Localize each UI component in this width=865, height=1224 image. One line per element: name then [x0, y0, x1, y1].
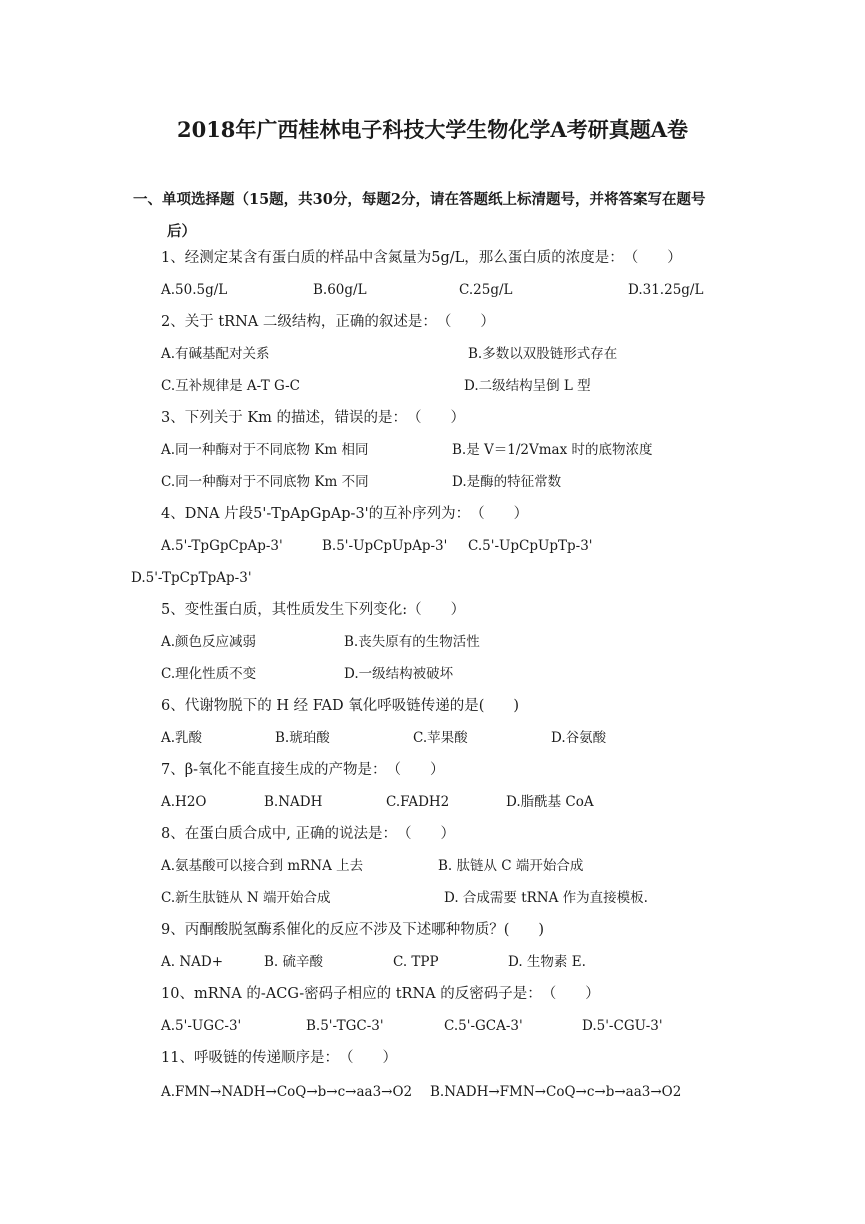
page-title: 2018年广西桂林电子科技大学生物化学A考研真题A卷 — [176, 117, 689, 142]
option: D.脂酰基 CoA — [506, 794, 594, 810]
option: C.25g/L — [459, 282, 513, 298]
option: A.50.5g/L — [161, 282, 228, 298]
option: A.H2O — [161, 794, 207, 810]
option: B.5'-UpCpUpAp-3' — [322, 538, 448, 554]
option: A.FMN→NADH→CoQ→b→c→aa3→O2 — [161, 1084, 413, 1100]
option: B.5'-TGC-3' — [306, 1018, 384, 1034]
question-stem: 8、在蛋白质合成中, 正确的说法是： （ ） — [161, 826, 455, 842]
option: B.丧失原有的生物活性 — [344, 634, 480, 650]
option: D.5'-TpCpTpAp-3' — [131, 570, 252, 586]
option: A.乳酸 — [161, 730, 203, 746]
option: B.NADH→FMN→CoQ→c→b→aa3→O2 — [430, 1084, 682, 1100]
option: A.5'-TpGpCpAp-3' — [161, 538, 283, 554]
option: A.颜色反应减弱 — [161, 634, 257, 650]
option: B.是 V＝1/2Vmax 时的底物浓度 — [452, 442, 653, 458]
option: A.氨基酸可以接合到 mRNA 上去 — [161, 858, 364, 874]
option: D.二级结构呈倒 L 型 — [464, 378, 591, 394]
option: D.31.25g/L — [628, 282, 704, 298]
option: D. 合成需要 tRNA 作为直接模板. — [444, 890, 648, 906]
option: B.琥珀酸 — [275, 730, 330, 746]
option: C. TPP — [393, 954, 439, 970]
option: B. 肽链从 C 端开始合成 — [438, 858, 584, 874]
option: C.同一种酶对于不同底物 Km 不同 — [161, 474, 369, 490]
question-stem: 4、DNA 片段5'-TpApGpAp-3'的互补序列为： （ ） — [161, 506, 529, 522]
section-heading-line2: 后） — [167, 223, 196, 240]
option: B.60g/L — [313, 282, 367, 298]
option: A. NAD+ — [161, 954, 224, 970]
option: A.同一种酶对于不同底物 Km 相同 — [161, 442, 369, 458]
option: C.苹果酸 — [413, 730, 468, 746]
option: B.NADH — [264, 794, 323, 810]
section-heading — [133, 184, 733, 248]
option: B. 硫辛酸 — [264, 954, 324, 970]
option: D.5'-CGU-3' — [582, 1018, 663, 1034]
option: D.一级结构被破坏 — [344, 666, 454, 682]
question-stem: 5、变性蛋白质，其性质发生下列变化:（ ） — [161, 602, 466, 618]
option: A.有碱基配对关系 — [161, 346, 270, 362]
option: D.是酶的特征常数 — [452, 474, 562, 490]
option: C.5'-GCA-3' — [444, 1018, 523, 1034]
option: C.理化性质不变 — [161, 666, 257, 682]
section-heading-line1: 一、单项选择题（15题，共30分，每题2分，请在答题纸上标清题号，并将答案写在题号 — [133, 191, 706, 208]
question-stem: 6、代谢物脱下的 H 经 FAD 氧化呼吸链传递的是( ) — [161, 698, 520, 714]
question-stem: 10、mRNA 的-ACG-密码子相应的 tRNA 的反密码子是： （ ） — [161, 986, 600, 1002]
option: D. 生物素 E. — [508, 954, 586, 970]
question-stem: 9、丙酮酸脱氢酶系催化的反应不涉及下述哪种物质？( ) — [161, 922, 545, 938]
option: D.谷氨酸 — [551, 730, 607, 746]
question-stem: 1、经测定某含有蛋白质的样品中含氮量为5g/L，那么蛋白质的浓度是： （ ） — [161, 250, 682, 266]
option: C.新生肽链从 N 端开始合成 — [161, 890, 331, 906]
question-stem: 11、呼吸链的传递顺序是： （ ） — [161, 1050, 397, 1066]
option: C.FADH2 — [386, 794, 450, 810]
question-stem: 7、β-氧化不能直接生成的产物是： （ ） — [161, 762, 445, 778]
question-stem: 3、下列关于 Km 的描述，错误的是： （ ） — [161, 410, 466, 426]
question-stem: 2、关于 tRNA 二级结构，正确的叙述是： （ ） — [161, 314, 495, 330]
option: C.5'-UpCpUpTp-3' — [468, 538, 593, 554]
option: C.互补规律是 A-T G-C — [161, 378, 300, 394]
option: B.多数以双股链形式存在 — [468, 346, 618, 362]
option: A.5'-UGC-3' — [161, 1018, 242, 1034]
